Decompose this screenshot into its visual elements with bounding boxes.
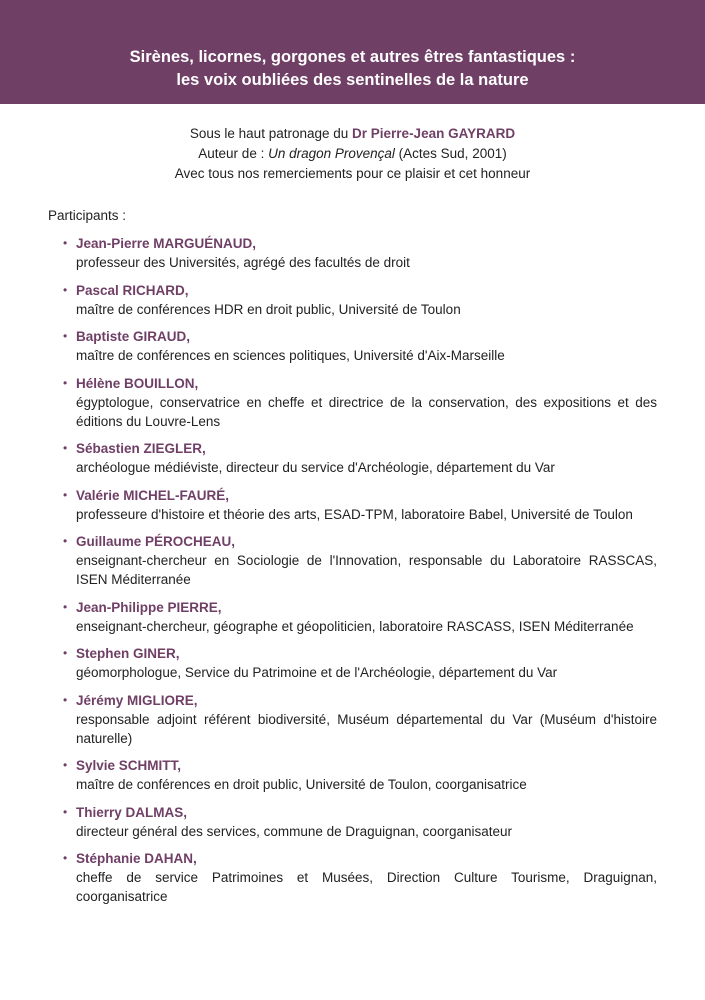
bullet-icon: • <box>63 375 68 390</box>
bullet-icon: • <box>63 646 68 660</box>
book-title: Un dragon Provençal <box>268 146 395 161</box>
author-prefix: Auteur de : <box>198 146 269 161</box>
patronage-line <box>0 124 705 144</box>
participant-name: Stephen GINER, <box>76 646 180 661</box>
participant-item <box>63 849 657 906</box>
participant-name: Jean-Pierre MARGUÉNAUD, <box>76 236 257 251</box>
participant-item <box>63 486 657 524</box>
participant-item <box>63 374 657 431</box>
participant-item <box>63 234 657 272</box>
participant-name: Pascal RICHARD, <box>76 282 189 298</box>
participant-item <box>63 691 657 748</box>
bullet-icon: • <box>63 851 68 865</box>
bullet-icon: • <box>63 236 68 250</box>
participant-name: Sylvie SCHMITT, <box>76 758 182 773</box>
patron-name: Dr Pierre-Jean GAYRARD <box>352 126 516 141</box>
participant-description: enseignant-chercheur, géographe et géopoliticien, laboratoire RASCASS, ISEN Méditerranée <box>76 618 634 634</box>
participant-description: professeure d'histoire et théorie des arts, ESAD-TPM, laboratoire Babel, Université de Toulon <box>76 506 633 522</box>
participant-item <box>63 803 657 841</box>
patronage-block <box>0 124 705 184</box>
participant-name: Stéphanie DAHAN, <box>76 851 197 866</box>
participant-description: directeur général des services, commune de Draguignan, coorganisateur <box>76 823 512 839</box>
bullet-icon: • <box>63 758 68 772</box>
participant-name: Jérémy MIGLIORE, <box>76 692 198 708</box>
participant-item <box>63 439 657 477</box>
title-line-2: les voix oubliées des sentinelles de la nature <box>176 71 529 89</box>
participant-description: égyptologue, conservatrice en cheffe et directrice de la conservation, des expositions et des éditions du Louvre-Lens <box>76 394 657 429</box>
bullet-icon: • <box>63 487 68 502</box>
participant-item <box>63 598 657 636</box>
participant-description: géomorphologue, Service du Patrimoine et de l'Archéologie, département du Var <box>76 665 558 680</box>
participant-name: Guillaume PÉROCHEAU, <box>76 534 236 549</box>
participant-item <box>63 756 657 794</box>
bullet-icon: • <box>63 599 68 614</box>
participant-item <box>63 532 657 589</box>
bullet-icon: • <box>63 329 68 343</box>
participant-description: responsable adjoint référent biodiversité, Muséum départemental du Var (Muséum d'histoire naturelle) <box>76 711 657 746</box>
participant-description: enseignant-chercheur en Sociologie de l'Innovation, responsable du Laboratoire RASSCAS, ISEN Méditerranée <box>76 553 657 587</box>
participant-name: Sébastien ZIEGLER, <box>76 441 206 456</box>
participant-item <box>63 644 657 682</box>
participant-name: Baptiste GIRAUD, <box>76 329 191 344</box>
author-line <box>0 144 705 164</box>
participant-item <box>63 281 657 319</box>
participant-description: maître de conférences en sciences politiques, Université d'Aix-Marseille <box>76 348 505 363</box>
participants-list <box>0 234 705 906</box>
bullet-icon: • <box>63 534 68 548</box>
participant-name: Thierry DALMAS, <box>76 804 188 820</box>
book-publisher: (Actes Sud, 2001) <box>394 146 507 161</box>
participants-heading: Participants : <box>48 208 127 223</box>
thanks-line: Avec tous nos remerciements pour ce plaisir et cet honneur <box>174 166 531 181</box>
participant-name: Valérie MICHEL-FAURÉ, <box>76 487 230 503</box>
participant-name: Jean-Philippe PIERRE, <box>76 599 222 615</box>
participant-item <box>63 327 657 365</box>
participant-description: archéologue médiéviste, directeur du service d'Archéologie, département du Var <box>76 460 555 475</box>
title-line-1: Sirènes, licornes, gorgones et autres êtres fantastiques : <box>129 48 576 66</box>
bullet-icon: • <box>63 804 68 819</box>
participant-description: professeur des Universités, agrégé des facultés de droit <box>76 255 410 270</box>
patronage-prefix: Sous le haut patronage du <box>189 126 353 141</box>
bullet-icon: • <box>63 282 68 297</box>
bullet-icon: • <box>63 441 68 455</box>
participant-description: maître de conférences en droit public, Université de Toulon, coorganisatrice <box>76 777 527 792</box>
participant-name: Hélène BOUILLON, <box>76 375 199 391</box>
bullet-icon: • <box>63 692 68 707</box>
participant-description: maître de conférences HDR en droit public, Université de Toulon <box>76 301 461 317</box>
title-banner <box>0 0 705 104</box>
participant-description: cheffe de service Patrimoines et Musées, Direction Culture Tourisme, Draguignan, coorganisatrice <box>76 870 657 904</box>
